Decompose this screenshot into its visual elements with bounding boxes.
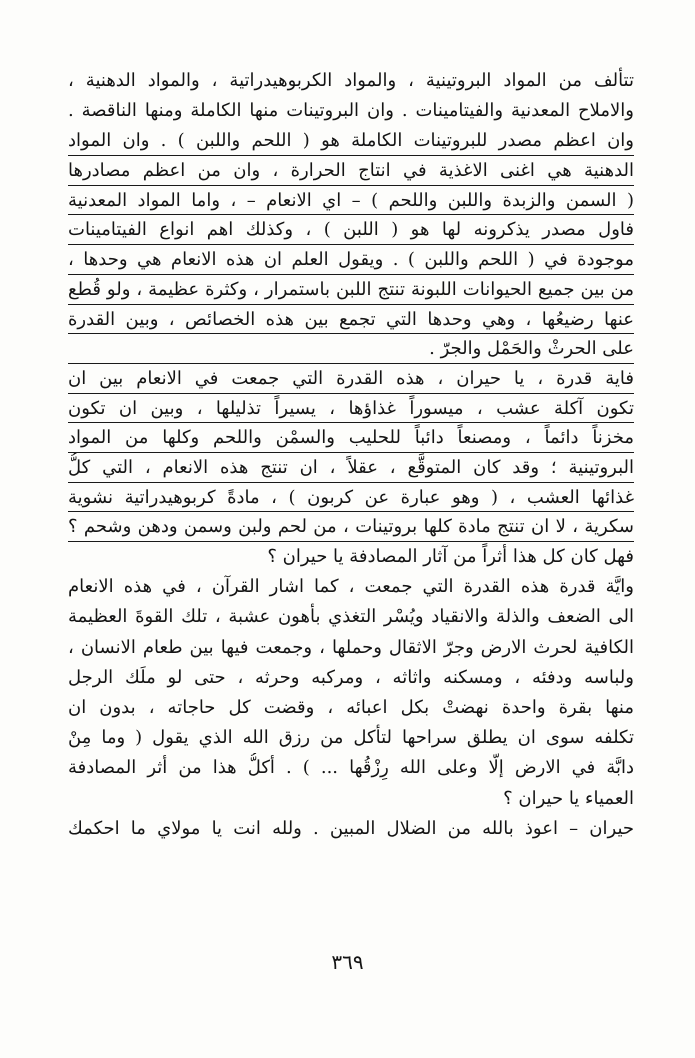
page-number: ٣٦٩	[331, 950, 364, 974]
text-line: الى الضعف والذلة والانقياد ويُسْر التغذي بأهون عشبة ، تلك القوةَ العظيمة	[68, 606, 634, 628]
text-line: تكلفه سوى ان يطلق سراحها لتأكل من رزق الله الذي يقول ( وما مِنْ	[68, 727, 634, 749]
text-line: تكون آكلة عشب ، ميسوراً غذاؤها ، يسيراً تذليلها ، وبين ان تكون	[68, 394, 634, 424]
text-line: مخزناً دائماً ، ومصنعاً دائباً للحليب والسمْن واللحم وكلها من المواد	[68, 423, 634, 453]
text-line: حيران – اعوذ بالله من الضلال المبين . ولله انت يا مولاي ما احكمك	[68, 817, 634, 839]
text-line: على الحرثْ والحَمْل والجرّ .	[68, 334, 634, 364]
text-line: فاول مصدر يذكرونه لها هو ( اللبن ) ، وكذلك اهم انواع الفيتامينات	[68, 215, 634, 245]
text-line: سكرية ، لا ان تنتج مادة كلها بروتينات ، من لحم ولبن وسمن ودهن وشحم ؟	[68, 512, 634, 542]
text-line: غذائها العشب ، ( وهو عبارة عن كربون ) ، مادةً كربوهيدراتية نشوية	[68, 483, 634, 513]
text-line: العمياء يا حيران ؟	[503, 787, 634, 809]
text-line: الكافية لحرث الارض وجرّ الاثقال وحملها ، وجمعت فيها بين طعام الانسان ،	[68, 636, 634, 658]
text-line: موجودة في ( اللحم واللبن ) . ويقول العلم ان هذه الانعام هي وحدها ،	[68, 245, 634, 275]
text-line: وان اعظم مصدر للبروتينات الكاملة هو ( اللحم واللبن ) . وان المواد	[68, 126, 634, 156]
text-line: البروتينية ؛ وقد كان المتوقَّع ، عقلاً ، ان تنتج هذه الانعام ، التي كلُّ	[68, 453, 634, 483]
text-line: ولباسه ودفئه ، ومسكنه واثاثه ، ومركبه وحرثه ، حتى لو ملَك الرجل	[68, 666, 634, 688]
text-line: الدهنية هي اغنى الاغذية في انتاج الحرارة ، وان من اعظم مصادرها	[68, 156, 634, 186]
text-line: فهل كان كل هذا أثراً من آثار المصادفة يا حيران ؟	[267, 546, 634, 567]
text-line: تتألف من المواد البروتينية ، والمواد الكربوهيدراتية ، والمواد الدهنية ،	[68, 70, 634, 91]
text-line: من بين جميع الحيوانات اللبونة تنتج اللبن باستمرار ، وكثرة عظيمة ، ولو قُطع	[68, 275, 634, 305]
text-line: منها بقرة واحدة نهضتْ بكل اعبائه ، وقضت كل حاجاته ، بدون ان	[68, 696, 634, 718]
text-line: ( السمن والزبدة واللبن واللحم ) – اي الانعام – ، واما المواد المعدنية	[68, 186, 634, 216]
text-line: وايَّة قدرة هذه القدرة التي جمعت ، كما اشار القرآن ، في هذه الانعام	[68, 576, 634, 598]
text-line: عنها رضيعُها ، وهي وحدها التي تجمع بين هذه الخصائص ، وبين القدرة	[68, 305, 634, 335]
text-line: والاملاح المعدنية والفيتامينات . وان البروتينات منها الكاملة ومنها الناقصة .	[68, 100, 634, 122]
body-text	[68, 66, 634, 844]
text-line: فاية قدرة ، يا حيران ، هذه القدرة التي جمعت في الانعام بين ان	[68, 364, 634, 394]
text-line: دابَّة في الارض إلّا وعلى الله رِزْقُها ... ) . أكلُّ هذا من أثر المصادفة	[68, 757, 634, 779]
